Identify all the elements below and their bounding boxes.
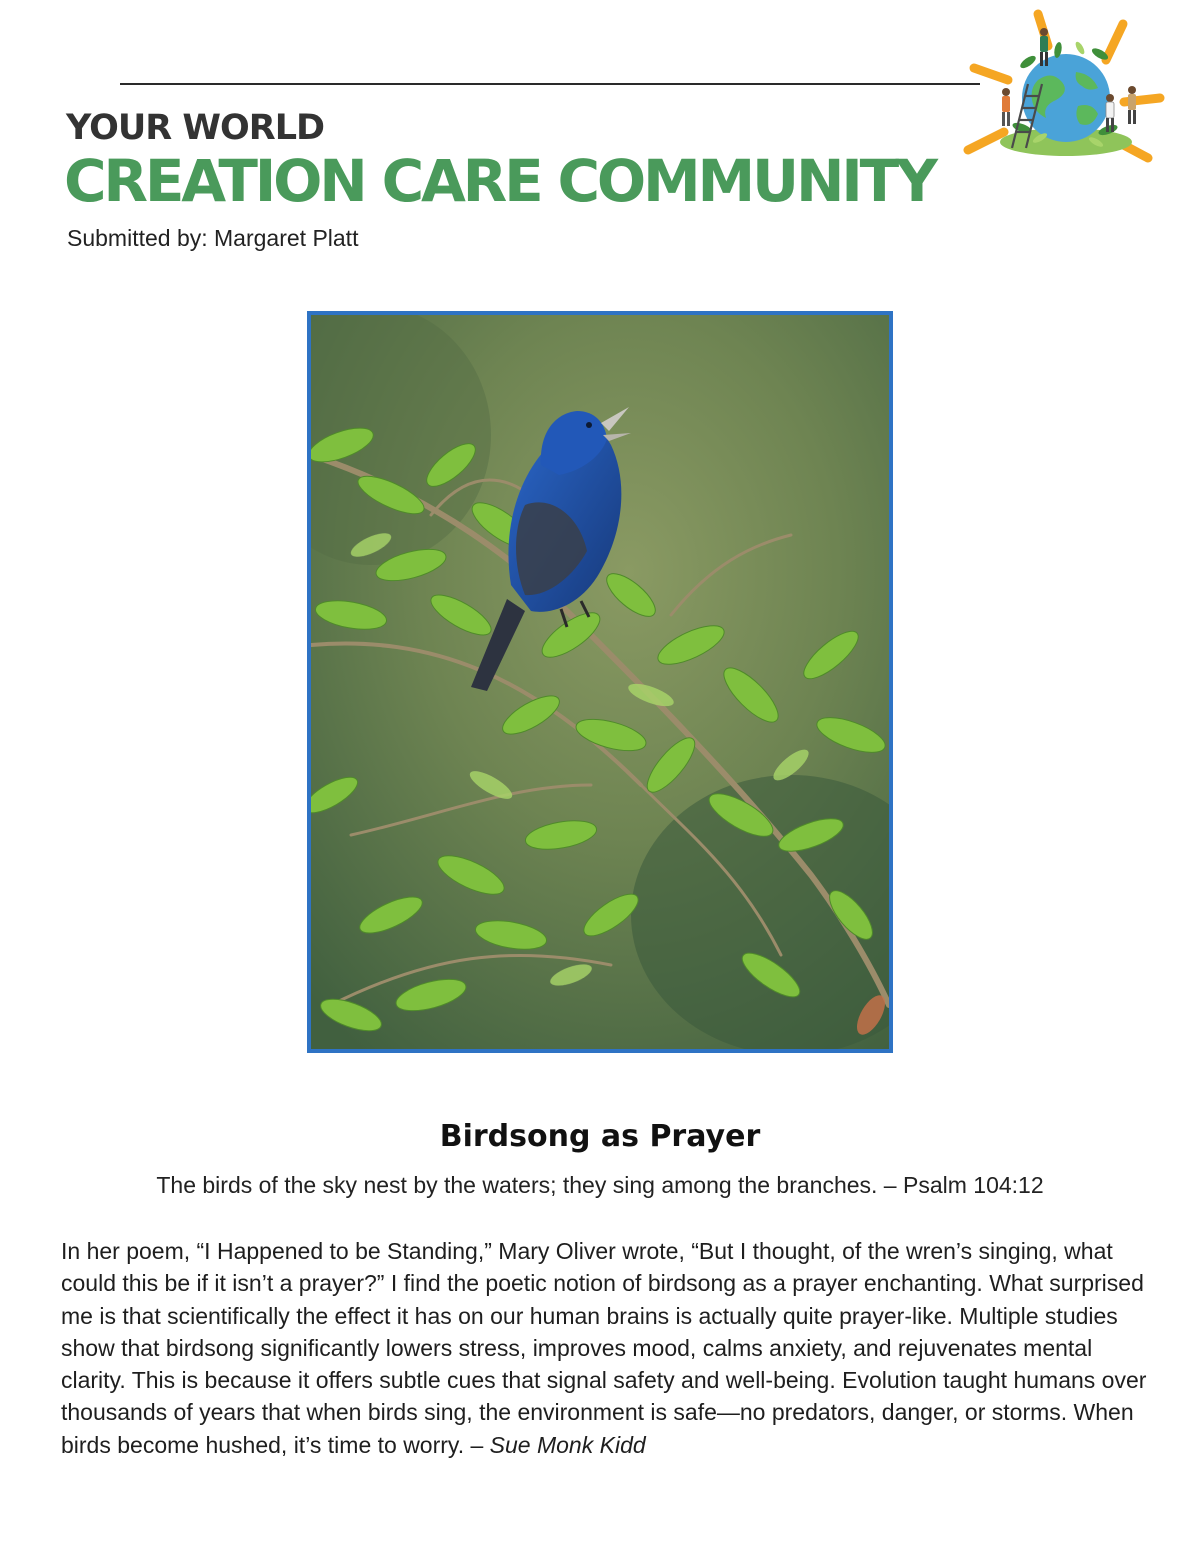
byline: Submitted by: Margaret Platt <box>67 225 359 251</box>
article-author: Sue Monk Kidd <box>489 1431 646 1458</box>
bird-photo <box>307 311 893 1053</box>
article-title: Birdsong as Prayer <box>439 1119 761 1154</box>
indigo-bunting-photo <box>311 315 889 1049</box>
article-body-text: In her poem, “I Happened to be Standing,” Mary Oliver wrote, “But I thought, of the wren’s singing, what could this be if it isn’t a prayer?” I find the poetic notion of birdsong as a prayer enchanting. What surprised me is that scientifically the effect it has on our human brains is actually quite prayer-like. Multiple studies show that birdsong significantly lowers stress, improves mood, calms anxiety, and rejuvenates mental clarity. This is because it offers subtle cues that signal safety and well-being. Evolution taught humans over thousands of years that when birds sing, the environment is safe—no predators, danger, or storms. When birds become hushed, it’s time to worry. – <box>61 1238 1147 1458</box>
earth-people-icon <box>958 2 1184 172</box>
section-eyebrow: YOUR WORLD <box>66 108 325 148</box>
creation-care-logo <box>958 2 1184 172</box>
scripture-verse: The birds of the sky nest by the waters; they sing among the branches. – Psalm 104:12 <box>156 1172 1044 1198</box>
header-rule <box>120 83 980 85</box>
page-headline: CREATION CARE COMMUNITY <box>64 147 935 215</box>
article-body <box>61 1235 1151 1461</box>
